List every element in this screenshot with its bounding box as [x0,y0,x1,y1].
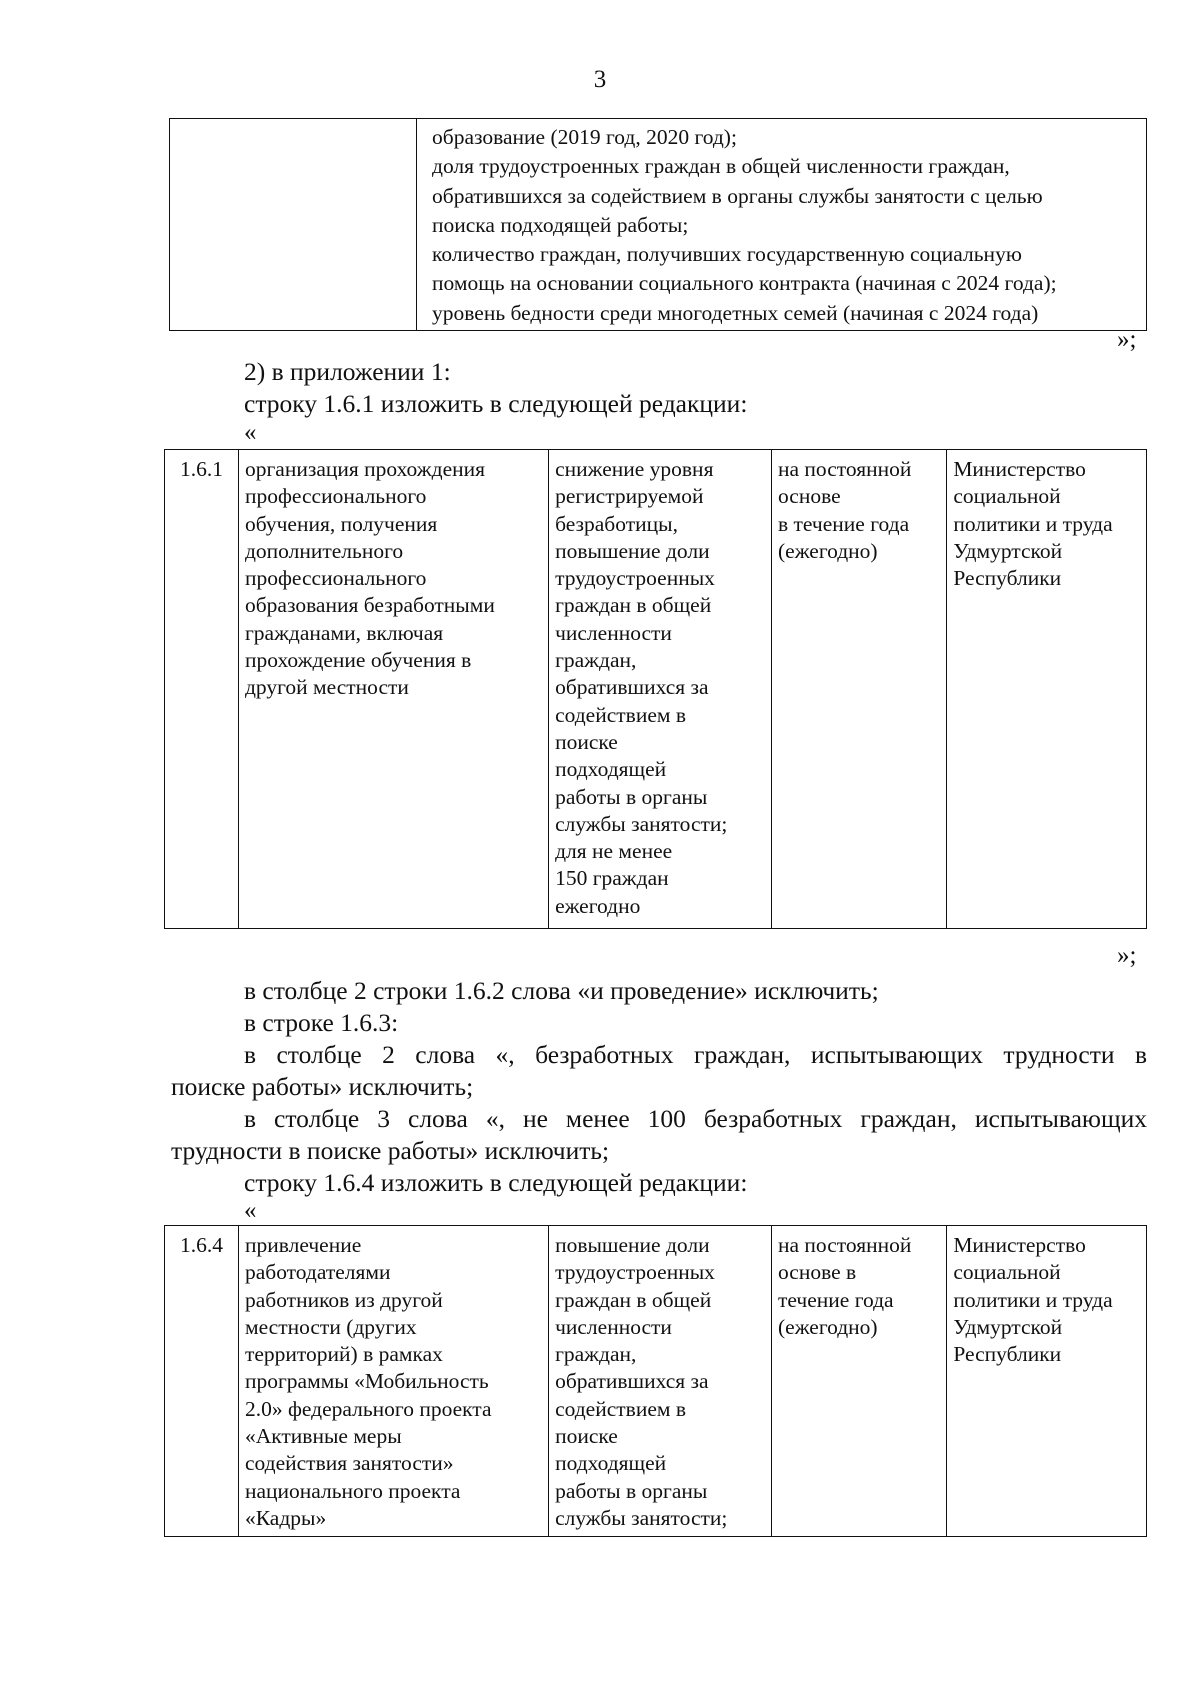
activity-line: «Активные меры [244,1424,402,1449]
activity-line: дополнительного [244,538,404,563]
result-line: работы в органы [555,1478,708,1503]
activity-line: другой местности [244,675,409,700]
indicator-line: помощь на основании социального контракта (начиная с 2024 года); [432,271,1057,296]
table-row [170,119,1147,331]
indicator-line: образование (2019 год, 2020 год); [432,125,737,149]
result-line: службы занятости; [555,1505,728,1530]
result-line: регистрируемой [555,484,704,509]
paragraph-row-161: строку 1.6.1 изложить в следующей редакции: [244,389,748,418]
result-line: поиске [555,729,618,754]
term-cell [772,450,947,929]
activity-line: работодателями [244,1260,391,1285]
indicator-line: уровень бедности среди многодетных семей (начиная с 2024 года) [432,300,1039,325]
activity-cell [238,450,548,929]
result-line: подходящей [555,1451,667,1476]
indicator-line: доля трудоустроенных граждан в общей численности граждан, [432,154,1010,179]
executor-line: Удмуртской [953,538,1063,563]
row-number-cell [165,1226,239,1537]
result-line: обратившихся за [555,1369,709,1394]
closing-quote: »; [1117,942,1137,969]
table-row [165,450,1147,929]
executor-cell [947,1226,1147,1537]
result-line: снижение уровня [555,457,714,481]
result-line: безработицы, [555,511,678,536]
row-164-table [164,1225,1147,1537]
executor-line: политики и труда [953,1287,1113,1312]
executor-line: Удмуртской [953,1314,1063,1339]
indicator-line: поиска подходящей работы; [432,212,689,237]
activity-line: национального проекта [244,1478,461,1503]
paragraph-row-164: строку 1.6.4 изложить в следующей редакции: [244,1168,748,1197]
empty-cell [170,119,417,331]
term-line: основе в [778,1260,857,1285]
result-line: трудоустроенных [555,566,715,591]
activity-line: программы «Мобильность [244,1369,489,1394]
paragraph-col2-162: в столбце 2 строки 1.6.2 слова «и проведение» исключить; [244,976,879,1005]
opening-quote: « [244,419,257,446]
activity-line: прохождение обучения в [244,648,472,673]
executor-cell [947,450,1147,929]
executor-line: Республики [953,566,1062,591]
table-row [165,1226,1147,1537]
activity-line: территорий) в рамках [244,1342,443,1367]
result-line: содействием в [555,702,686,727]
result-line: службы занятости; [555,811,728,836]
paragraph-col2-line-a: в столбце 2 слова «, безработных граждан, испытывающих трудности в [244,1040,1147,1069]
activity-line: местности (других [244,1314,417,1339]
activity-line: профессионального [244,484,427,509]
executor-line: Министерство [953,457,1086,481]
activity-line: работников из другой [244,1287,443,1312]
row-number: 1.6.1 [179,457,223,481]
term-line: (ежегодно) [778,538,878,563]
term-line: основе [778,484,841,509]
result-line: трудоустроенных [555,1260,715,1285]
continued-table [169,118,1147,331]
executor-line: политики и труда [953,511,1113,536]
activity-line: обучения, получения [244,511,438,536]
page-number: 3 [593,66,607,93]
result-line: граждан, [555,648,637,673]
result-line: 150 граждан [555,866,669,891]
paragraph-col2-line-b: поиске работы» исключить; [171,1072,474,1101]
row-number-cell [165,450,239,929]
term-line: в течение года [778,511,910,536]
activity-line: «Кадры» [244,1505,327,1530]
executor-line: социальной [953,484,1061,509]
term-cell [772,1226,947,1537]
row-number: 1.6.4 [179,1233,223,1257]
result-line: граждан, [555,1342,637,1367]
result-line: работы в органы [555,784,708,809]
closing-quote: »; [1117,326,1137,353]
paragraph-appendix: 2) в приложении 1: [244,357,451,386]
term-line: на постоянной [778,1233,912,1257]
term-line: (ежегодно) [778,1314,878,1339]
term-line: на постоянной [778,457,912,481]
result-cell [549,1226,772,1537]
paragraph-col3-line-b: трудности в поиске работы» исключить; [171,1136,610,1165]
result-line: численности [555,620,672,645]
opening-quote: « [244,1197,257,1224]
term-line: течение года [778,1287,894,1312]
activity-line: гражданами, включая [244,620,444,645]
activity-cell [238,1226,548,1537]
result-line: повышение доли [555,538,710,563]
indicator-line: обратившихся за содействием в органы службы занятости с целью [432,183,1043,208]
result-cell [549,450,772,929]
result-line: граждан в общей [555,1287,712,1312]
indicators-cell [417,119,1147,331]
executor-line: Министерство [953,1233,1086,1257]
executor-line: социальной [953,1260,1061,1285]
result-line: поиске [555,1424,618,1449]
activity-line: содействия занятости» [244,1451,454,1476]
indicator-line: количество граждан, получивших государственную социальную [432,242,1022,267]
result-line: для не менее [555,839,673,864]
result-line: содействием в [555,1396,686,1421]
result-line: ежегодно [555,893,641,918]
activity-line: 2.0» федерального проекта [244,1396,492,1421]
activity-line: профессионального [244,566,427,591]
activity-line: организация прохождения [244,457,486,481]
result-line: обратившихся за [555,675,709,700]
paragraph-col3-line-a: в столбце 3 слова «, не менее 100 безработных граждан, испытывающих [244,1104,1147,1133]
result-line: численности [555,1314,672,1339]
result-line: подходящей [555,757,667,782]
result-line: граждан в общей [555,593,712,618]
paragraph-row-163: в строке 1.6.3: [244,1008,399,1037]
row-161-table [164,449,1147,929]
activity-line: образования безработными [244,593,495,618]
activity-line: привлечение [244,1233,362,1257]
executor-line: Республики [953,1342,1062,1367]
result-line: повышение доли [555,1233,710,1257]
